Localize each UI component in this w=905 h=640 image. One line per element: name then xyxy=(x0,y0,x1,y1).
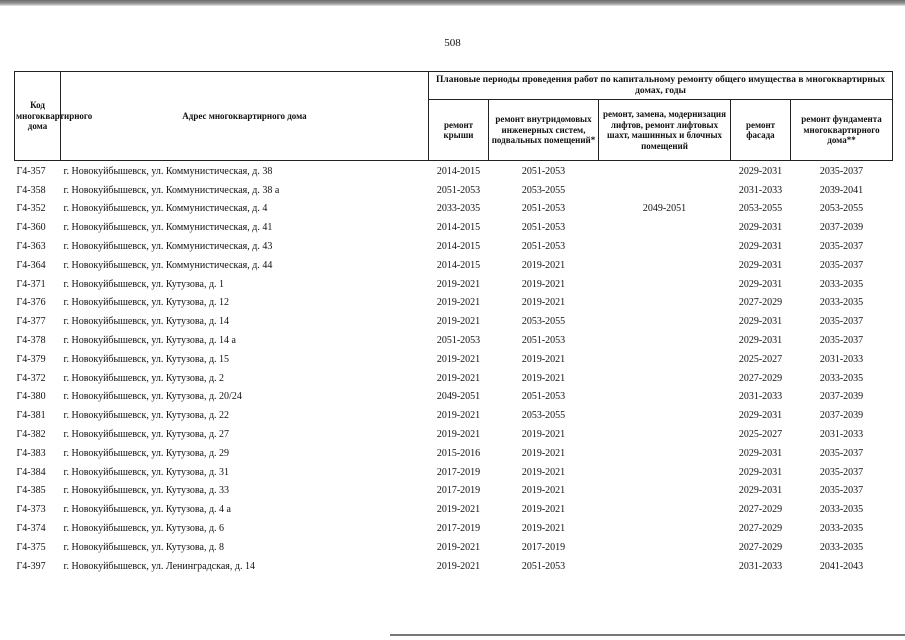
cell-address: г. Новокуйбышевск, ул. Кутузова, д. 22 xyxy=(63,410,230,422)
cell-systems: 2019-2021 xyxy=(521,447,566,459)
header-work-periods: Плановые периоды проведения работ по капитальному ремонту общего имущества в многоквартирных домах, годы xyxy=(429,72,893,100)
cell-code: Г4-377 xyxy=(16,316,46,328)
table-row xyxy=(15,444,893,463)
cell-roof: 2017-2019 xyxy=(436,466,481,478)
cell-lifts xyxy=(599,256,731,275)
cell-foundation: 2035-2037 xyxy=(819,316,864,328)
cell-facade: 2027-2029 xyxy=(738,523,783,535)
cell-code: Г4-380 xyxy=(16,391,46,403)
cell-systems: 2019-2021 xyxy=(521,353,566,365)
cell-code: Г4-352 xyxy=(16,203,46,215)
cell-foundation: 2033-2035 xyxy=(819,372,864,384)
cell-systems: 2019-2021 xyxy=(521,429,566,441)
cell-foundation: 2031-2033 xyxy=(819,353,864,365)
cell-foundation: 2035-2037 xyxy=(819,466,864,478)
cell-address: г. Новокуйбышевск, ул. Кутузова, д. 31 xyxy=(63,466,230,478)
cell-code: Г4-385 xyxy=(16,485,46,497)
header-code: Код многоквартирного дома xyxy=(15,72,61,161)
table-row xyxy=(15,406,893,425)
cell-facade: 2027-2029 xyxy=(738,541,783,553)
cell-address: г. Новокуйбышевск, ул. Кутузова, д. 27 xyxy=(63,429,230,441)
cell-roof: 2019-2021 xyxy=(436,429,481,441)
cell-systems: 2051-2053 xyxy=(521,241,566,253)
cell-code: Г4-374 xyxy=(16,523,46,535)
table-row xyxy=(15,161,893,181)
cell-code: Г4-384 xyxy=(16,466,46,478)
cell-systems: 2019-2021 xyxy=(521,297,566,309)
header-facade: ремонт фасада xyxy=(731,100,791,161)
cell-roof: 2017-2019 xyxy=(436,523,481,535)
cell-address: г. Новокуйбышевск, ул. Кутузова, д. 6 xyxy=(63,523,225,535)
cell-roof: 2019-2021 xyxy=(436,297,481,309)
cell-code: Г4-382 xyxy=(16,429,46,441)
cell-address: г. Новокуйбышевск, ул. Кутузова, д. 15 xyxy=(63,353,230,365)
table-body xyxy=(15,161,893,576)
cell-lifts xyxy=(599,519,731,538)
cell-foundation: 2053-2055 xyxy=(819,203,864,215)
table-row xyxy=(15,200,893,219)
cell-code: Г4-364 xyxy=(16,259,46,271)
cell-address: г. Новокуйбышевск, ул. Кутузова, д. 29 xyxy=(63,447,230,459)
cell-address: г. Новокуйбышевск, ул. Кутузова, д. 12 xyxy=(63,297,230,309)
cell-roof: 2051-2053 xyxy=(436,184,481,196)
cell-roof: 2014-2015 xyxy=(436,222,481,234)
cell-systems: 2051-2053 xyxy=(521,560,566,572)
cell-lifts xyxy=(599,538,731,557)
cell-facade: 2029-2031 xyxy=(738,241,783,253)
table-row xyxy=(15,369,893,388)
table-row xyxy=(15,500,893,519)
cell-facade: 2029-2031 xyxy=(738,485,783,497)
cell-roof: 2019-2021 xyxy=(436,410,481,422)
cell-systems: 2051-2053 xyxy=(521,391,566,403)
cell-roof: 2014-2015 xyxy=(436,241,481,253)
cell-address: г. Новокуйбышевск, ул. Коммунистическая, д. 44 xyxy=(63,259,273,271)
cell-lifts xyxy=(599,557,731,576)
cell-lifts xyxy=(599,463,731,482)
cell-facade: 2029-2031 xyxy=(738,278,783,290)
cell-roof: 2019-2021 xyxy=(436,372,481,384)
header-address: Адрес многоквартирного дома xyxy=(61,72,429,161)
table-row xyxy=(15,350,893,369)
cell-systems: 2051-2053 xyxy=(521,335,566,347)
table-row xyxy=(15,482,893,501)
cell-systems: 2019-2021 xyxy=(521,372,566,384)
cell-roof: 2017-2019 xyxy=(436,485,481,497)
table-row xyxy=(15,538,893,557)
cell-systems: 2051-2053 xyxy=(521,222,566,234)
cell-lifts xyxy=(599,161,731,181)
cell-roof: 2019-2021 xyxy=(436,353,481,365)
cell-foundation: 2041-2043 xyxy=(819,560,864,572)
cell-facade: 2029-2031 xyxy=(738,222,783,234)
cell-code: Г4-357 xyxy=(16,165,46,177)
cell-facade: 2029-2031 xyxy=(738,165,783,177)
cell-systems: 2019-2021 xyxy=(521,485,566,497)
table-row xyxy=(15,312,893,331)
cell-code: Г4-383 xyxy=(16,447,46,459)
header-systems: ремонт внутридомовых инженерных систем, подвальных помещений* xyxy=(489,100,599,161)
table-row xyxy=(15,181,893,200)
repair-schedule-table xyxy=(14,71,893,576)
cell-address: г. Новокуйбышевск, ул. Коммунистическая, д. 38 а xyxy=(63,184,280,196)
cell-code: Г4-360 xyxy=(16,222,46,234)
cell-address: г. Новокуйбышевск, ул. Коммунистическая, д. 43 xyxy=(63,241,273,253)
cell-systems: 2051-2053 xyxy=(521,165,566,177)
table-row xyxy=(15,256,893,275)
cell-facade: 2053-2055 xyxy=(738,203,783,215)
cell-facade: 2027-2029 xyxy=(738,372,783,384)
cell-foundation: 2035-2037 xyxy=(819,485,864,497)
cell-roof: 2019-2021 xyxy=(436,278,481,290)
cell-foundation: 2035-2037 xyxy=(819,165,864,177)
cell-lifts xyxy=(599,181,731,200)
cell-roof: 2019-2021 xyxy=(436,541,481,553)
table-row xyxy=(15,425,893,444)
cell-facade: 2029-2031 xyxy=(738,447,783,459)
cell-address: г. Новокуйбышевск, ул. Кутузова, д. 14 xyxy=(63,316,230,328)
cell-address: г. Новокуйбышевск, ул. Коммунистическая, д. 41 xyxy=(63,222,273,234)
cell-systems: 2019-2021 xyxy=(521,466,566,478)
cell-roof: 2014-2015 xyxy=(436,165,481,177)
cell-facade: 2029-2031 xyxy=(738,316,783,328)
cell-address: г. Новокуйбышевск, ул. Кутузова, д. 1 xyxy=(63,278,225,290)
cell-address: г. Новокуйбышевск, ул. Кутузова, д. 33 xyxy=(63,485,230,497)
cell-lifts xyxy=(599,425,731,444)
table-row xyxy=(15,463,893,482)
cell-foundation: 2039-2041 xyxy=(819,184,864,196)
cell-lifts xyxy=(599,218,731,237)
cell-address: г. Новокуйбышевск, ул. Кутузова, д. 20/24 xyxy=(63,391,242,403)
table-row xyxy=(15,388,893,407)
cell-code: Г4-378 xyxy=(16,335,46,347)
cell-address: г. Новокуйбышевск, ул. Кутузова, д. 8 xyxy=(63,541,225,553)
cell-address: г. Новокуйбышевск, ул. Коммунистическая, д. 4 xyxy=(63,203,268,215)
cell-roof: 2014-2015 xyxy=(436,259,481,271)
cell-lifts xyxy=(599,275,731,294)
cell-lifts xyxy=(599,294,731,313)
cell-code: Г4-358 xyxy=(16,184,46,196)
table-row xyxy=(15,218,893,237)
cell-foundation: 2033-2035 xyxy=(819,541,864,553)
cell-foundation: 2035-2037 xyxy=(819,335,864,347)
cell-facade: 2029-2031 xyxy=(738,410,783,422)
cell-foundation: 2035-2037 xyxy=(819,259,864,271)
cell-systems: 2053-2055 xyxy=(521,316,566,328)
cell-lifts xyxy=(599,331,731,350)
cell-lifts xyxy=(599,500,731,519)
cell-facade: 2029-2031 xyxy=(738,335,783,347)
cell-facade: 2031-2033 xyxy=(738,391,783,403)
cell-lifts xyxy=(599,312,731,331)
cell-roof: 2015-2016 xyxy=(436,447,481,459)
cell-code: Г4-376 xyxy=(16,297,46,309)
table-row xyxy=(15,519,893,538)
cell-roof: 2019-2021 xyxy=(436,560,481,572)
cell-systems: 2019-2021 xyxy=(521,523,566,535)
cell-foundation: 2033-2035 xyxy=(819,523,864,535)
cell-foundation: 2037-2039 xyxy=(819,222,864,234)
cell-systems: 2017-2019 xyxy=(521,541,566,553)
table-row xyxy=(15,275,893,294)
cell-lifts xyxy=(599,444,731,463)
cell-systems: 2019-2021 xyxy=(521,259,566,271)
cell-code: Г4-397 xyxy=(16,560,46,572)
header-roof: ремонт крыши xyxy=(429,100,489,161)
table-row xyxy=(15,331,893,350)
cell-roof: 2051-2053 xyxy=(436,335,481,347)
cell-lifts xyxy=(599,406,731,425)
cell-lifts xyxy=(599,350,731,369)
cell-roof: 2019-2021 xyxy=(436,504,481,516)
cell-lifts xyxy=(599,237,731,256)
header-lifts: ремонт, замена, модернизация лифтов, ремонт лифтовых шахт, машинных и блочных помещений xyxy=(599,100,731,161)
cell-code: Г4-379 xyxy=(16,353,46,365)
cell-systems: 2053-2055 xyxy=(521,410,566,422)
cell-address: г. Новокуйбышевск, ул. Кутузова, д. 14 а xyxy=(63,335,236,347)
cell-foundation: 2035-2037 xyxy=(819,447,864,459)
cell-foundation: 2031-2033 xyxy=(819,429,864,441)
table-row xyxy=(15,557,893,576)
cell-roof: 2033-2035 xyxy=(436,203,481,215)
cell-code: Г4-381 xyxy=(16,410,46,422)
cell-facade: 2027-2029 xyxy=(738,504,783,516)
cell-systems: 2019-2021 xyxy=(521,504,566,516)
cell-facade: 2031-2033 xyxy=(738,184,783,196)
cell-code: Г4-371 xyxy=(16,278,46,290)
cell-facade: 2025-2027 xyxy=(738,353,783,365)
cell-lifts xyxy=(599,482,731,501)
cell-lifts: 2049-2051 xyxy=(642,203,687,215)
cell-address: г. Новокуйбышевск, ул. Кутузова, д. 4 а xyxy=(63,504,231,516)
cell-facade: 2029-2031 xyxy=(738,259,783,271)
cell-facade: 2031-2033 xyxy=(738,560,783,572)
cell-code: Г4-375 xyxy=(16,541,46,553)
scan-edge-top xyxy=(0,0,905,6)
scan-edge-bottom xyxy=(390,634,905,636)
cell-address: г. Новокуйбышевск, ул. Коммунистическая, д. 38 xyxy=(63,165,273,177)
cell-foundation: 2033-2035 xyxy=(819,504,864,516)
cell-foundation: 2033-2035 xyxy=(819,297,864,309)
cell-foundation: 2037-2039 xyxy=(819,391,864,403)
header-foundation: ремонт фундамента многоквартирного дома** xyxy=(791,100,893,161)
cell-facade: 2025-2027 xyxy=(738,429,783,441)
cell-code: Г4-363 xyxy=(16,241,46,253)
cell-facade: 2027-2029 xyxy=(738,297,783,309)
table-row xyxy=(15,294,893,313)
cell-address: г. Новокуйбышевск, ул. Ленинградская, д. 14 xyxy=(63,560,255,572)
page-number: 508 xyxy=(444,37,461,49)
cell-systems: 2019-2021 xyxy=(521,278,566,290)
table-row xyxy=(15,237,893,256)
cell-lifts xyxy=(599,388,731,407)
cell-lifts xyxy=(599,369,731,388)
cell-facade: 2029-2031 xyxy=(738,466,783,478)
cell-code: Г4-372 xyxy=(16,372,46,384)
cell-systems: 2053-2055 xyxy=(521,184,566,196)
cell-foundation: 2037-2039 xyxy=(819,410,864,422)
cell-address: г. Новокуйбышевск, ул. Кутузова, д. 2 xyxy=(63,372,225,384)
cell-foundation: 2035-2037 xyxy=(819,241,864,253)
cell-roof: 2049-2051 xyxy=(436,391,481,403)
cell-code: Г4-373 xyxy=(16,504,46,516)
cell-foundation: 2033-2035 xyxy=(819,278,864,290)
cell-roof: 2019-2021 xyxy=(436,316,481,328)
cell-systems: 2051-2053 xyxy=(521,203,566,215)
